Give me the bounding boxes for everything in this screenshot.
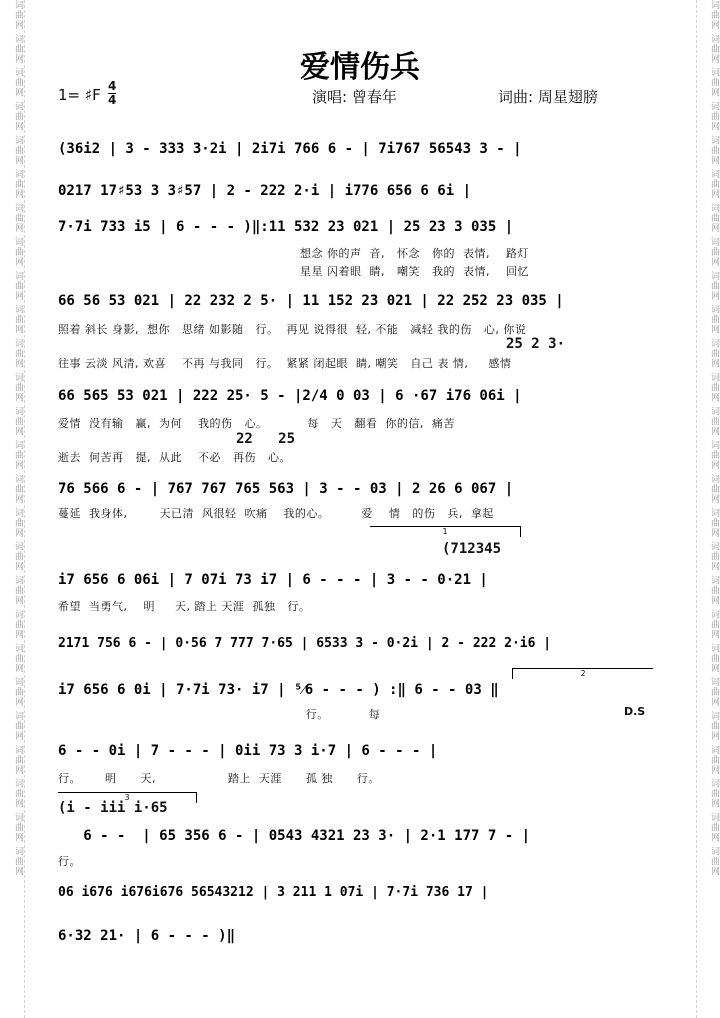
- score-line-3: 7·7i 733 i5 | 6 - - - )‖:11 532 23 021 | 25 23 3 035 |: [58, 219, 514, 235]
- lyric-line-4b: 往事 云淡 风清, 欢喜 不再 与我同 行。 紧紧 闭起眼 睛, 嘲笑 自己 表 情, 感情: [58, 357, 512, 370]
- singer-credit: 演唱: 曾春年: [312, 88, 397, 106]
- score-line-13: 6·32 21· | 6 - - - )‖: [58, 928, 236, 944]
- score-line-7: i7 656 6 06i | 7 07i 73 i7 | 6 - - - | 3 - - 0·21 |: [58, 572, 488, 588]
- alt-notes-line-4: 25 2 3·: [506, 336, 566, 352]
- score-line-5: 66 565 53 021 | 222 25· 5 - |2/4 0 03 | 6 ·67 i76 06i |: [58, 388, 522, 404]
- time-signature: [108, 80, 116, 107]
- watermark-right: 词曲网 词曲网 词曲网 词曲网 词曲网 词曲网 词曲网 词曲网 词曲网 词曲网 词曲网 词曲网 词曲网 词曲网 词曲网 词曲网 词曲网 词曲网 词曲网 词曲网 词曲网 词曲网 词曲网 词曲网 词曲网 词曲网: [709, 0, 719, 877]
- margin-rule-left: [24, 0, 25, 1018]
- alt-notes-line-6: (712345: [442, 541, 502, 557]
- score-line-6: 76 566 6 - | 767 767 765 563 | 3 - - 03 | 2 26 6 067 |: [58, 481, 514, 497]
- time-signature-top: 4: [108, 79, 117, 93]
- song-title: 爱情伤兵: [300, 50, 420, 85]
- score-line-1: (36i2 | 3 - 333 3·2i | 2i7i 766 6 - | 7i767 56543 3 - |: [58, 141, 522, 157]
- volta-bracket-3: 3: [58, 792, 197, 803]
- lyric-line-6a: 蔓延 我身体, 天已清 风很轻 吹痛 我的心。 爱 情 的伤 兵, 拿起: [58, 507, 494, 520]
- score-line-10: 6 - - 0i | 7 - - - | 0ii 73 3 i·7 | 6 - - - |: [58, 743, 438, 759]
- score-line-2: 0217 17♯53 3 3♯57 | 2 - 222 2·i | i776 656 6 6i |: [58, 183, 472, 199]
- lyric-line-4a: 照着 斜长 身影, 想你 思绪 如影随 行。 再见 说得很 轻, 不能 减轻 我的伤 心, 你说: [58, 323, 527, 336]
- dal-segno-mark: D.S: [624, 705, 646, 718]
- watermark-left: 词曲网 词曲网 词曲网 词曲网 词曲网 词曲网 词曲网 词曲网 词曲网 词曲网 词曲网 词曲网 词曲网 词曲网 词曲网 词曲网 词曲网 词曲网 词曲网 词曲网 词曲网 词曲网 词曲网 词曲网 词曲网 词曲网: [13, 0, 23, 877]
- score-line-8: 2171 756 6 - | 0·56 7 777 7·65 | 6533 3 - 0·2i | 2 - 222 2·i6 |: [58, 636, 552, 651]
- alt-notes-line-5: 22 25: [236, 431, 296, 447]
- lyric-line-3b: 星星 闪着眼 睛, 嘲笑 我的 表情, 回忆: [300, 265, 529, 278]
- lyric-line-3a: 想念 你的声 音, 怀念 你的 表情, 路灯: [300, 247, 529, 260]
- score-line-4: 66 56 53 021 | 22 232 2 5· | 11 152 23 021 | 22 252 23 035 |: [58, 293, 564, 309]
- lyric-line-5b: 逝去 何苦再 提, 从此 不必 再伤 心。: [58, 451, 291, 464]
- alt-notes-line-11: (i - iii i·65: [58, 800, 168, 816]
- score-line-11: 6 - - | 65 356 6 - | 0543 4321 23 3· | 2·1 177 7 - |: [58, 828, 531, 844]
- lyric-line-11a: 行。: [58, 855, 81, 868]
- score-line-9: i7 656 6 0i | 7·7i 73· i7 | ⁵⁄6 - - - ) :‖ 6 - - 03 ‖: [58, 682, 499, 698]
- score-line-12: 06 i676 i676i676 56543212 | 3 211 1 07i | 7·7i 736 17 |: [58, 885, 489, 900]
- songwriter-credit: 词曲: 周星翅膀: [498, 88, 598, 106]
- time-signature-bottom: 4: [108, 93, 117, 107]
- lyric-line-5a: 爱情 没有输 赢, 为何 我的伤 心。 每 天 翻看 你的信, 痛苦: [58, 417, 455, 430]
- lyric-line-9a: 行。 每: [58, 708, 381, 721]
- volta-bracket-2: 2: [512, 668, 653, 679]
- lyric-line-10a: 行。 明 天, 踏上 天涯 孤 独 行。: [58, 772, 380, 785]
- margin-rule-right: [696, 0, 697, 1018]
- volta-bracket-1: 1: [370, 526, 521, 537]
- lyric-line-7a: 希望 当勇气, 明 天, 踏上 天涯 孤独 行。: [58, 600, 311, 613]
- key-signature: 1= ♯F: [58, 86, 101, 104]
